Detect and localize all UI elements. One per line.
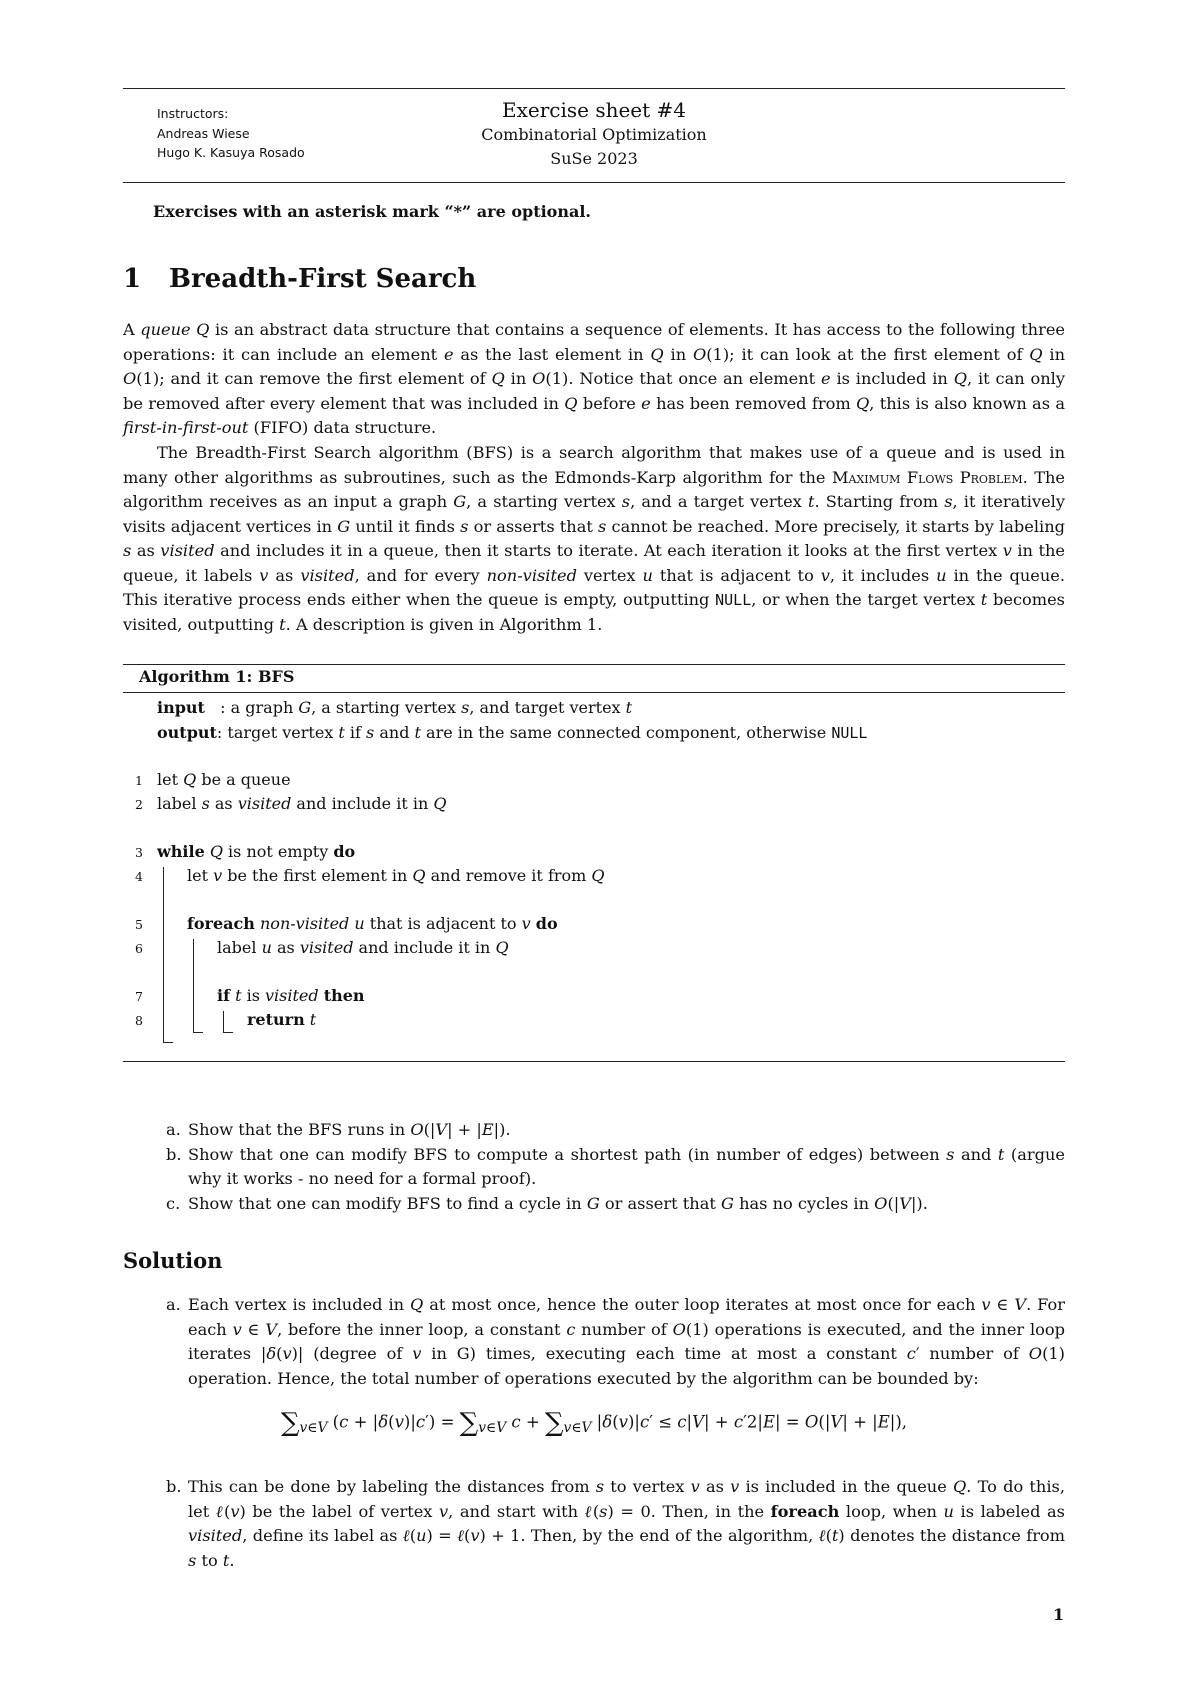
line-number: 4 — [135, 869, 143, 884]
while-block-foot — [163, 1042, 173, 1043]
algo-top-rule — [123, 664, 1065, 665]
line-number: 8 — [135, 1013, 143, 1028]
algo-line-3: while Q is not empty do — [157, 842, 356, 861]
instructors-label: Instructors: — [157, 106, 229, 121]
paragraph-queue: A queue Q is an abstract data structure that contains a sequence of elements. It has access to the following three operations: it can include an element e as the last element in Q in O(1); it can look at the first element of Q in O(1); and it can remove the first element of Q in O(1). Notice that once an element e is included in Q, it can only be removed after every element that was included in Q before e has been removed from Q, this is also known as a first-in-first-out (FIFO) data structure. — [123, 320, 1066, 437]
algo-line-8: return t — [247, 1010, 317, 1029]
input-label: input — [157, 698, 205, 717]
algo-title-rule — [123, 692, 1065, 693]
foreach-block-foot — [193, 1032, 203, 1033]
algo-line-6: label u as visited and include it in Q — [217, 938, 509, 957]
algo-line-2: label s as visited and include it in Q — [157, 794, 447, 813]
line-number: 2 — [135, 797, 143, 812]
algo-line-5: foreach non-visited u that is adjacent to v do — [187, 914, 558, 933]
course-name: Combinatorial Optimization — [481, 125, 707, 144]
while-block-bar — [163, 867, 164, 1042]
header — [123, 90, 1065, 182]
exercise-list — [166, 1118, 1065, 1216]
sheet-title: Exercise sheet #4 — [501, 98, 687, 122]
algo-bottom-rule — [123, 1061, 1065, 1062]
header-top-rule — [123, 88, 1065, 89]
line-number: 5 — [135, 917, 143, 932]
paragraph-bfs: The Breadth-First Search algorithm (BFS) is a search algorithm that makes use of a queue and is used in many other algorithms as subroutines, such as the Edmonds-Karp algorithm for the Maximum Flows Problem. The algorithm receives as an input a graph G, a starting vertex s, and a target vertex t. Starting from s, it iteratively visits adjacent vertices in G until it finds s or asserts that s cannot be reached. More precisely, it starts by labeling s as visited and includes it in a queue, then it starts to iterate. At each iteration it looks at the first vertex v in the queue, it labels v as visited, and for every non-visited vertex u that is adjacent to v, it includes u in the queue. This iterative process ends either when the queue is empty, outputting NULL, or when the target vertex t becomes visited, outputting t. A description is given in Algorithm 1. — [123, 443, 1066, 634]
instructor-name: Hugo K. Kasuya Rosado — [157, 145, 305, 160]
instructor-name: Andreas Wiese — [157, 125, 250, 141]
foreach-block-bar — [193, 939, 194, 1032]
optional-note: Exercises with an asterisk mark “*” are optional. — [153, 202, 591, 221]
header-title-block — [123, 98, 1065, 171]
line-number: 3 — [135, 845, 143, 860]
algo-line-1: let Q be a queue — [157, 770, 291, 789]
algo-line-7: if t is visited then — [217, 986, 365, 1005]
output-label: output — [157, 723, 217, 742]
exercise-item-b: b. Show that one can modify BFS to compute a shortest path (in number of edges) between s and t (argue why it works - no need for a formal proof). — [166, 1144, 1066, 1188]
if-block-bar — [223, 1011, 224, 1032]
line-number: 1 — [135, 773, 143, 788]
page-number: 1 — [1053, 1605, 1065, 1624]
line-number: 6 — [135, 941, 143, 956]
algorithm-box — [123, 664, 1065, 1063]
exercise-item-c: c. Show that one can modify BFS to find a cycle in G or assert that G has no cycles in O(|V|). — [166, 1193, 928, 1213]
section-heading — [123, 264, 476, 294]
solution-heading: Solution — [123, 1248, 223, 1273]
section-title: Breadth-First Search — [169, 264, 477, 294]
algorithm-title: Algorithm 1: BFS — [139, 667, 295, 686]
runtime-formula: $\sum_{v\in V}$ $(c + |\delta(v)|c') = \sum_{v\in V}$ $c + \sum_{v\in V}$ |δ(v)|c′ ≤ c|V| + c′2|E| = O(|V| + |E|), — [280, 1408, 908, 1438]
term: SuSe 2023 — [550, 149, 638, 168]
if-block-foot — [223, 1032, 233, 1033]
solution-list-a — [166, 1293, 1065, 1391]
header-bottom-rule — [123, 182, 1065, 183]
algo-output: output: target vertex t if s and t are in the same connected component, otherwise NULL — [157, 723, 868, 742]
section-number: 1 — [123, 264, 142, 294]
solution-item-b: b. This can be done by labeling the distances from s to vertex v as v is included in the queue Q. To do this, let ℓ(v) be the label of vertex v, and start with ℓ(s) = 0. Then, in the foreach loop, when u is labeled as visited, define its label as ℓ(u) = ℓ(v) + 1. Then, by the end of the algorithm, ℓ(t) denotes the distance from s to t. — [166, 1477, 1066, 1570]
algo-line-4: let v be the first element in Q and remove it from Q — [187, 866, 605, 885]
solution-list-b — [166, 1475, 1065, 1573]
line-number: 7 — [135, 989, 143, 1004]
solution-item-a: a. Each vertex is included in Q at most once, hence the outer loop iterates at most once for each v ∈ V. For each v ∈ V, before the inner loop, a constant c number of O(1) operations is executed, and the inner loop iterates |δ(v)| (degree of v in G) times, executing each time at most a constant c′ number of O(1) operation. Hence, the total number of operations executed by the algorithm can be bounded by: — [166, 1295, 1066, 1388]
algo-input: input : a graph G, a starting vertex s, and target vertex t — [157, 698, 633, 717]
exercise-item-a: a. Show that the BFS runs in O(|V| + |E|). — [166, 1120, 511, 1139]
